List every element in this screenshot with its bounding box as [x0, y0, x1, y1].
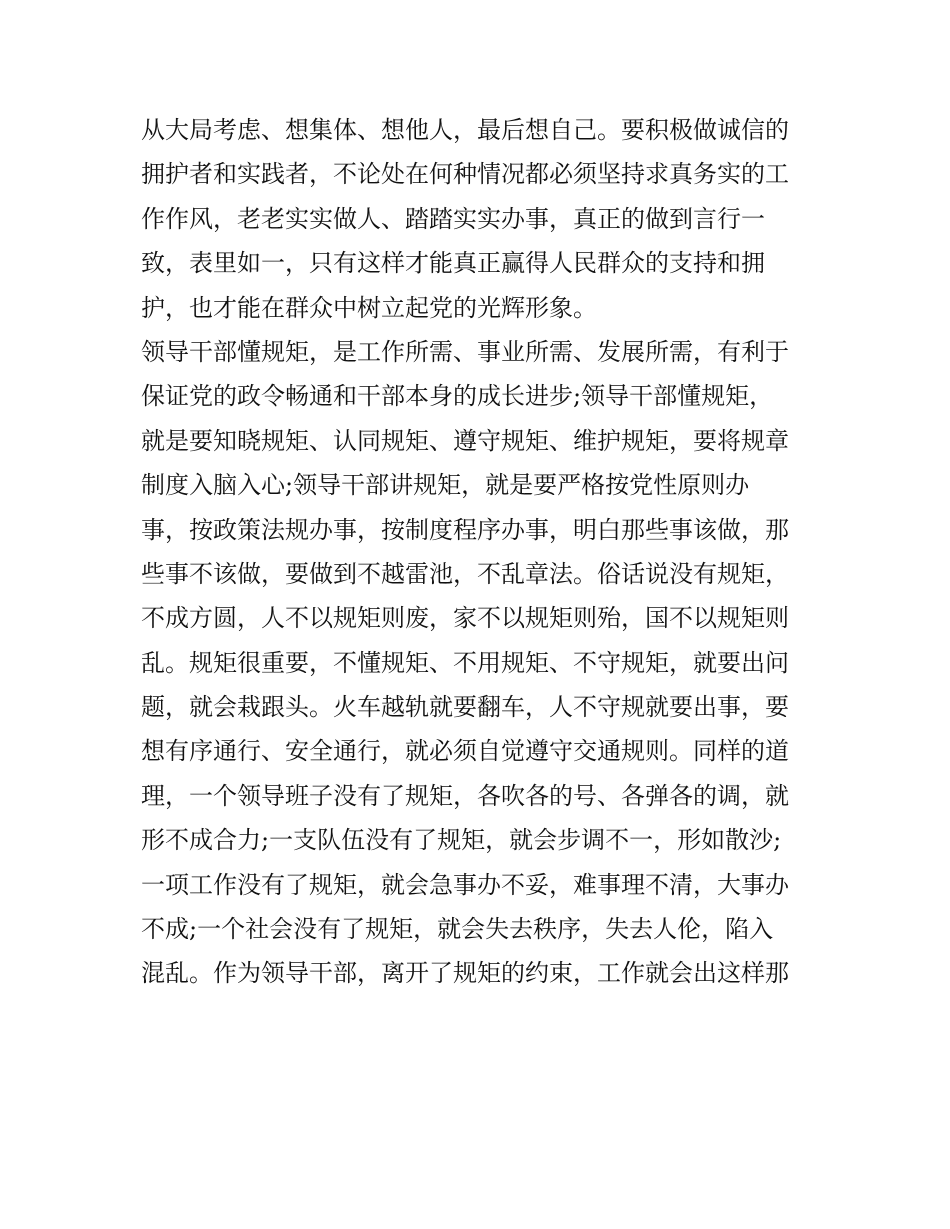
text-line: 就是要知晓规矩、认同规矩、遵守规矩、维护规矩，要将规章 [141, 426, 789, 455]
text-line: 护，也才能在群众中树立起党的光辉形象。 [141, 293, 597, 322]
text-line: 作作风，老老实实做人、踏踏实实办事，真正的做到言行一 [141, 204, 765, 233]
body-text [141, 108, 821, 996]
text-line: 不成;一个社会没有了规矩，就会失去秩序，失去人伦，陷入 [141, 915, 774, 944]
text-line: 乱。规矩很重要，不懂规矩、不用规矩、不守规矩，就要出问 [141, 648, 789, 677]
text-line: 理，一个领导班子没有了规矩，各吹各的号、各弹各的调，就 [141, 781, 789, 810]
text-line: 一项工作没有了规矩，就会急事办不妥，难事理不清，大事办 [141, 870, 789, 899]
text-line: 事，按政策法规办事，按制度程序办事，明白那些事该做，那 [141, 515, 789, 544]
text-line: 保证党的政令畅通和干部本身的成长进步;领导干部懂规矩， [141, 382, 774, 411]
text-line: 形不成合力;一支队伍没有了规矩，就会步调不一，形如散沙; [141, 826, 782, 855]
text-line: 些事不该做，要做到不越雷池，不乱章法。俗话说没有规矩， [141, 559, 789, 588]
text-line: 制度入脑入心;领导干部讲规矩，就是要严格按党性原则办 [141, 471, 750, 500]
text-line: 混乱。作为领导干部，离开了规矩的约束，工作就会出这样那 [141, 959, 789, 988]
text-line: 从大局考虑、想集体、想他人，最后想自己。要积极做诚信的 [141, 116, 789, 144]
text-line: 领导干部懂规矩，是工作所需、事业所需、发展所需，有利于 [141, 337, 789, 366]
text-line: 想有序通行、安全通行，就必须自觉遵守交通规则。同样的道 [141, 737, 789, 766]
text-line: 致，表里如一，只有这样才能真正赢得人民群众的支持和拥 [141, 249, 765, 278]
text-line: 不成方圆，人不以规矩则废，家不以规矩则殆，国不以规矩则 [141, 604, 789, 633]
text-line: 题，就会栽跟头。火车越轨就要翻车，人不守规就要出事，要 [141, 693, 789, 722]
text-line: 拥护者和实践者，不论处在何种情况都必须坚持求真务实的工 [141, 160, 789, 189]
